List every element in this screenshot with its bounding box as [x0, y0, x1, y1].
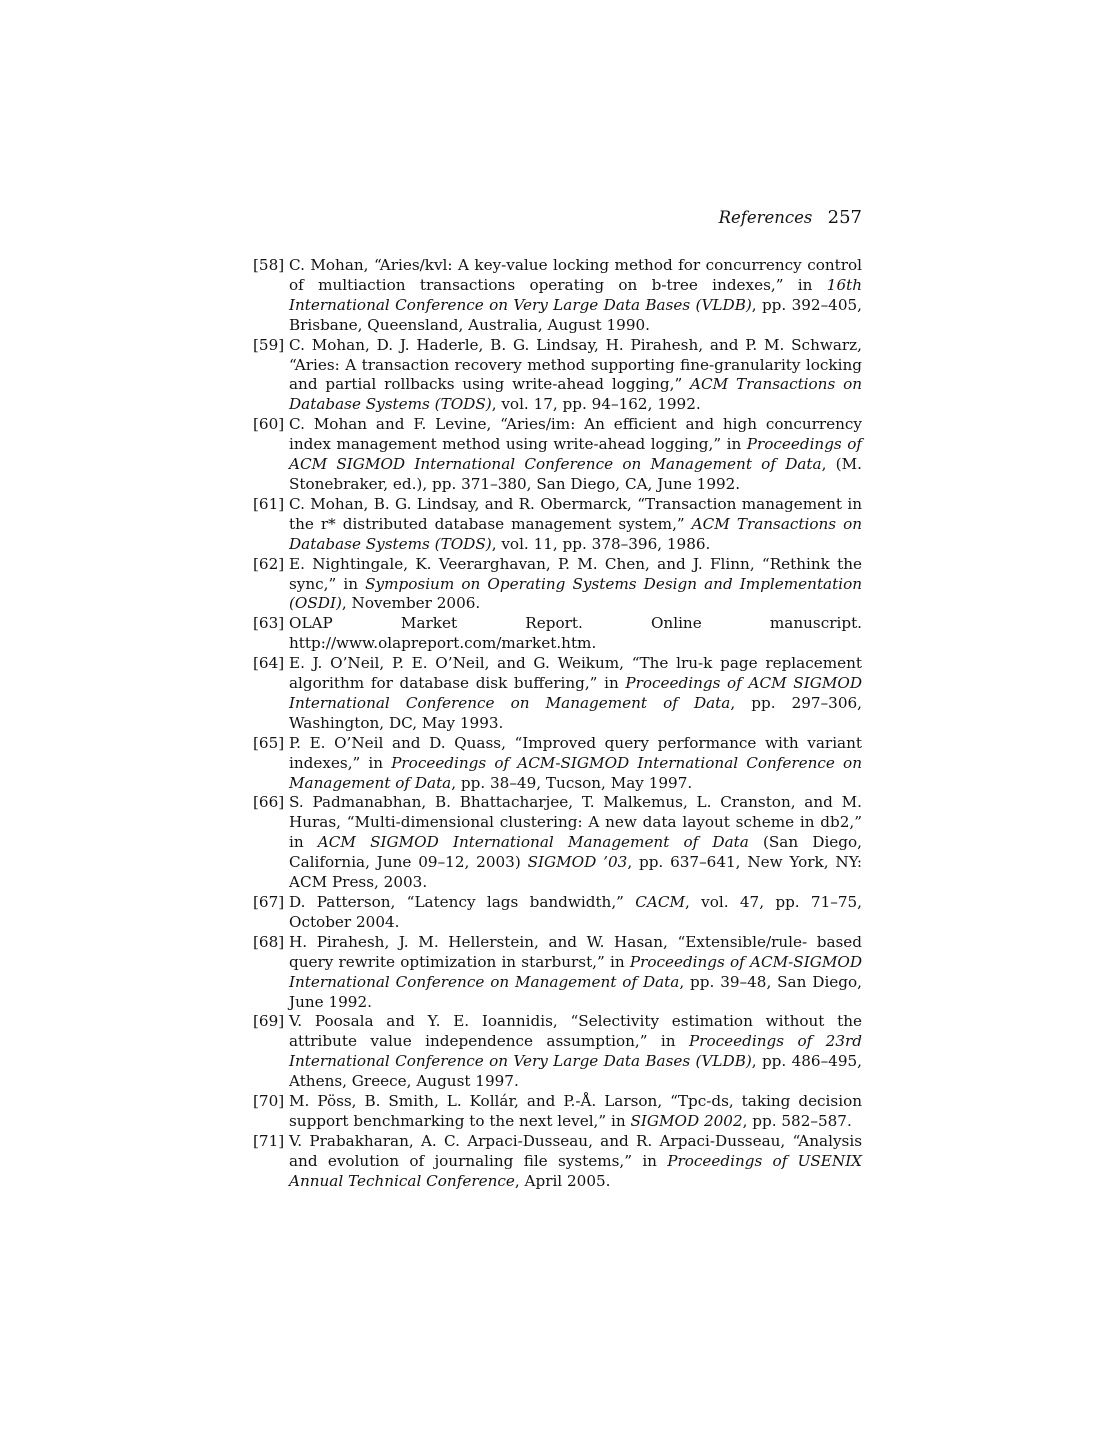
- reference-segment: , pp. 39–48, San Diego, June 1992.: [289, 972, 862, 1011]
- reference-entry: [253, 1092, 862, 1132]
- reference-segment: , pp. 297–306, Washington, DC, May 1993.: [289, 693, 862, 732]
- running-header: [253, 206, 862, 230]
- reference-segment: , November 2006.: [341, 594, 481, 613]
- reference-segment: S. Padmanabhan, B. Bhattacharjee, T. Malkemus, L. Cranston, and M. Huras, “Multi-dimensional clustering: A new data layout scheme in db2,” in: [289, 793, 862, 852]
- reference-text: [289, 893, 862, 931]
- reference-text: [289, 555, 862, 613]
- reference-venue: ACM Transactions on Database Systems (TODS): [289, 375, 863, 414]
- reference-entry: [253, 1012, 862, 1092]
- reference-entry: [253, 654, 862, 734]
- reference-number: [59]: [253, 335, 285, 354]
- reference-entry: [253, 1132, 862, 1192]
- reference-number: [70]: [253, 1092, 285, 1111]
- reference-text: [289, 654, 862, 732]
- reference-segment: , vol. 11, pp. 378–396, 1986.: [491, 534, 711, 553]
- reference-segment: C. Mohan, “Aries/kvl: A key-value locking method for concurrency control of multiaction transactions operating on b-tree indexes,” in: [289, 256, 862, 294]
- section-title: References: [718, 208, 813, 227]
- reference-entry: [253, 415, 862, 495]
- reference-venue: Proceedings of ACM-SIGMOD International Conference on Management of Data: [289, 753, 862, 792]
- reference-segment: , pp. 637–641, New York, NY: ACM Press, 2003.: [289, 853, 862, 892]
- reference-number: [60]: [253, 415, 285, 434]
- reference-number: [61]: [253, 494, 285, 513]
- reference-text: [289, 793, 862, 891]
- reference-segment: C. Mohan, B. G. Lindsay, and R. Obermarck, “Transaction management in the r* distributed database management system,”: [289, 494, 862, 533]
- reference-segment: OLAP Market Report. Online manuscript. http://www.olapreport.com/market.htm.: [289, 614, 862, 653]
- reference-number: [65]: [253, 733, 285, 752]
- reference-text: [289, 495, 862, 553]
- reference-venue: Proceedings of ACM-SIGMOD International Conference on Management of Data: [289, 952, 863, 991]
- reference-text: [289, 336, 862, 414]
- reference-segment: C. Mohan and F. Levine, “Aries/im: An efficient and high concurrency index management method using write-ahead logging,” in: [289, 415, 862, 454]
- reference-venue: Proceedings of ACM SIGMOD International Conference on Management of Data: [289, 674, 862, 712]
- reference-segment: , vol. 47, pp. 71–75, October 2004.: [289, 893, 862, 931]
- reference-entry: [253, 256, 862, 336]
- reference-entry: [253, 336, 862, 416]
- reference-segment: C. Mohan, D. J. Haderle, B. G. Lindsay, H. Pirahesh, and P. M. Schwarz, “Aries: A transaction recovery method supporting fine-granularity locking and partial rollbacks using write-ahead logging,”: [289, 335, 862, 394]
- reference-segment: V. Poosala and Y. E. Ioannidis, “Selectivity estimation without the attribute value independence assumption,” in: [289, 1012, 862, 1051]
- reference-list: [253, 256, 862, 1192]
- page-number: 257: [827, 207, 862, 228]
- reference-venue: Symposium on Operating Systems Design and Implementation (OSDI): [289, 574, 862, 613]
- reference-segment: , vol. 17, pp. 94–162, 1992.: [491, 395, 701, 414]
- reference-number: [64]: [253, 654, 285, 673]
- reference-segment: (San Diego, California, June 09–12, 2003): [289, 833, 862, 872]
- reference-segment: , (M. Stonebraker, ed.), pp. 371–380, San Diego, CA, June 1992.: [289, 455, 862, 493]
- reference-segment: , pp. 392–405, Brisbane, Queensland, Australia, August 1990.: [289, 295, 862, 334]
- reference-venue: ACM Transactions on Database Systems (TODS): [289, 514, 862, 553]
- reference-text: [289, 1132, 862, 1190]
- reference-entry: [253, 614, 862, 654]
- reference-number: [68]: [253, 932, 285, 951]
- reference-venue: SIGMOD ’03: [527, 853, 628, 872]
- reference-entry: [253, 555, 862, 615]
- reference-segment: P. E. O’Neil and D. Quass, “Improved query performance with variant indexes,” in: [289, 733, 862, 772]
- reference-number: [58]: [253, 256, 285, 274]
- reference-text: [289, 734, 862, 792]
- reference-venue: CACM: [635, 893, 686, 911]
- reference-text: [289, 256, 862, 334]
- reference-segment: D. Patterson, “Latency lags bandwidth,”: [289, 893, 636, 911]
- reference-number: [67]: [253, 893, 285, 911]
- reference-segment: E. Nightingale, K. Veerarghavan, P. M. Chen, and J. Flinn, “Rethink the sync,” in: [289, 554, 862, 593]
- reference-text: [289, 1012, 862, 1090]
- reference-segment: E. J. O’Neil, P. E. O’Neil, and G. Weikum, “The lru-k page replacement algorithm for database disk buffering,” in: [289, 654, 862, 693]
- reference-venue: Proceedings of USENIX Annual Technical Conference: [289, 1151, 862, 1190]
- reference-number: [69]: [253, 1012, 285, 1031]
- reference-entry: [253, 495, 862, 555]
- reference-venue: ACM SIGMOD International Management of Data: [317, 833, 749, 852]
- reference-text: [289, 933, 862, 1011]
- reference-segment: , pp. 486–495, Athens, Greece, August 1997.: [289, 1052, 862, 1091]
- reference-segment: V. Prabakharan, A. C. Arpaci-Dusseau, and R. Arpaci-Dusseau, “Analysis and evolution of journaling file systems,” in: [289, 1131, 862, 1170]
- reference-segment: , pp. 38–49, Tucson, May 1997.: [451, 773, 693, 792]
- reference-entry: [253, 933, 862, 1013]
- reference-text: [289, 1092, 862, 1130]
- reference-venue: SIGMOD 2002: [630, 1111, 743, 1130]
- reference-number: [71]: [253, 1131, 285, 1150]
- reference-text: [289, 415, 862, 493]
- reference-number: [62]: [253, 554, 285, 573]
- reference-segment: , April 2005.: [514, 1171, 611, 1190]
- reference-segment: , pp. 582–587.: [742, 1111, 852, 1130]
- reference-number: [66]: [253, 793, 285, 812]
- reference-entry: [253, 734, 862, 794]
- reference-number: [63]: [253, 614, 285, 633]
- reference-text: [289, 614, 862, 652]
- reference-segment: H. Pirahesh, J. M. Hellerstein, and W. Hasan, “Extensible/rule- based query rewrite optimization in starburst,” in: [289, 932, 862, 971]
- reference-segment: M. Pöss, B. Smith, L. Kollár, and P.-Å. Larson, “Tpc-ds, taking decision support benchmarking to the next level,” in: [289, 1092, 862, 1130]
- reference-venue: 16th International Conference on Very Large Data Bases (VLDB): [289, 275, 862, 314]
- reference-entry: [253, 793, 862, 893]
- reference-venue: Proceedings of ACM SIGMOD International Conference on Management of Data: [289, 435, 862, 474]
- reference-venue: Proceedings of 23rd International Conference on Very Large Data Bases (VLDB): [289, 1032, 862, 1071]
- reference-entry: [253, 893, 862, 933]
